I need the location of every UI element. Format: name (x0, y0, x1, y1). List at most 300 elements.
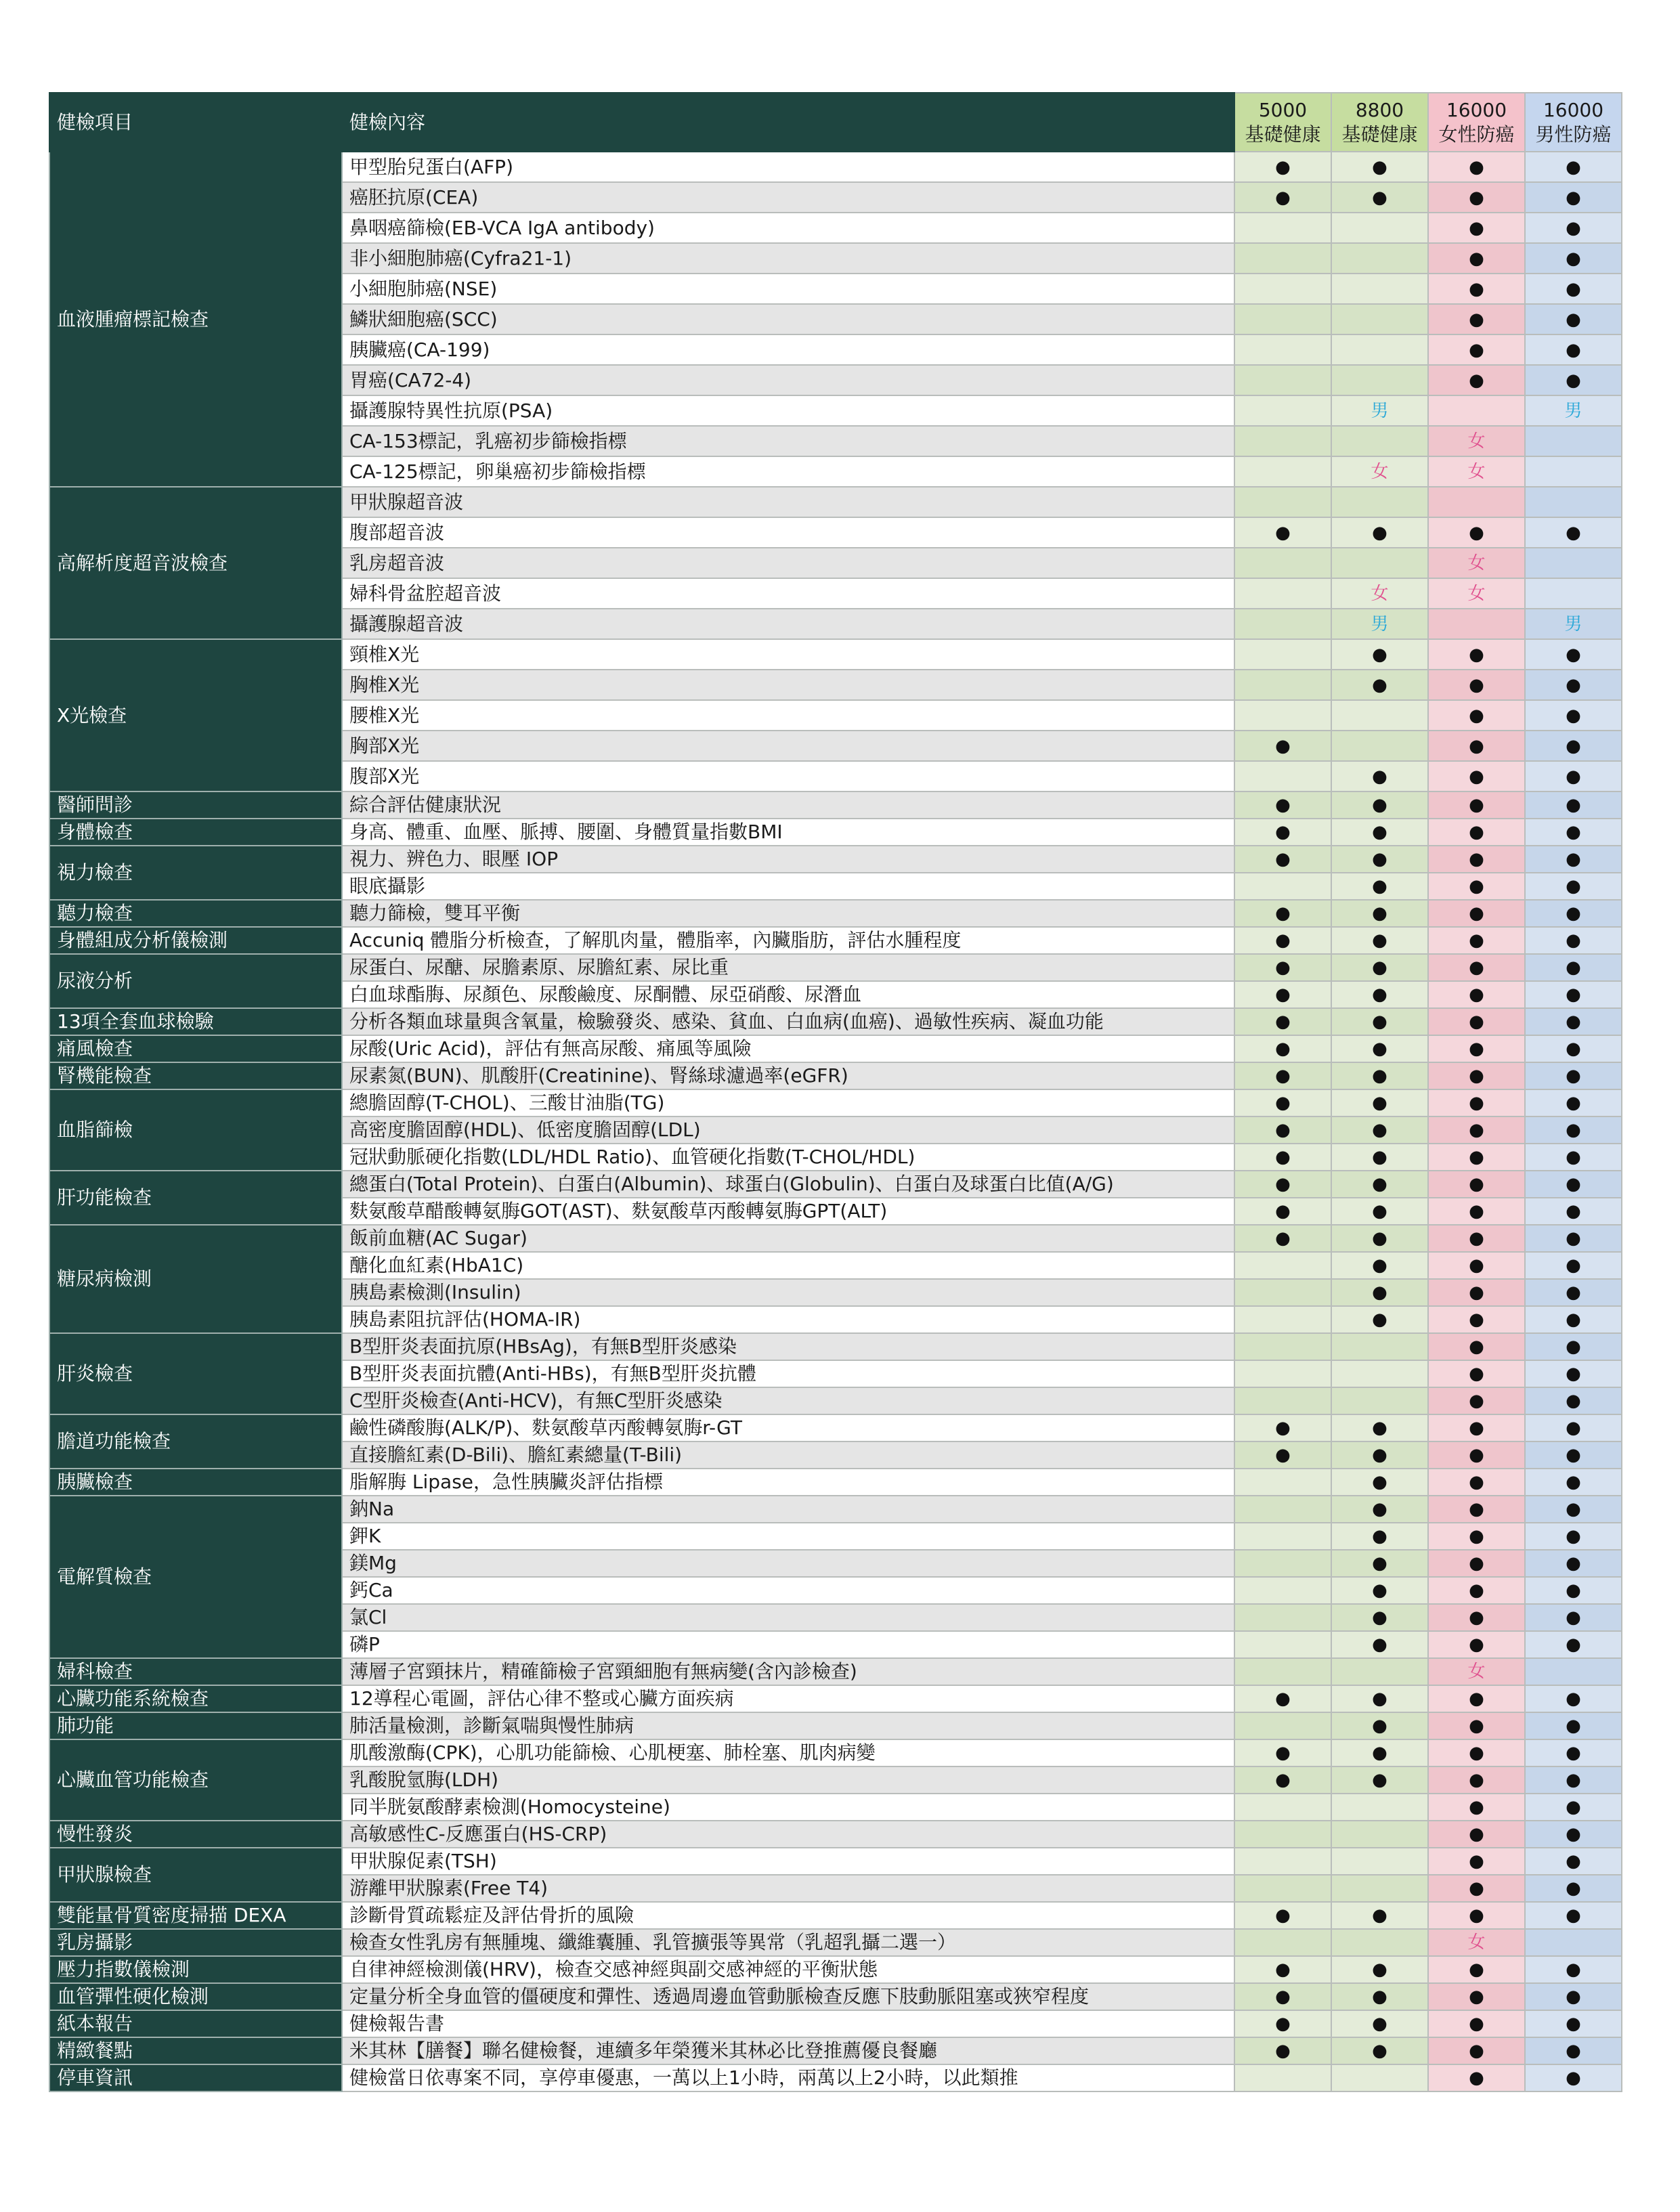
category-cell: 視力檢查 (49, 846, 342, 900)
plan-mark-cell (1331, 1821, 1428, 1848)
plan-mark-cell (1331, 365, 1428, 395)
included-dot-icon: ● (1469, 522, 1484, 543)
plan-mark-cell (1234, 1739, 1331, 1766)
included-dot-icon: ● (1372, 766, 1387, 787)
plan-mark-cell (1428, 819, 1525, 846)
plan-mark-cell (1525, 1739, 1622, 1766)
plan-mark-cell (1525, 1631, 1622, 1658)
included-dot-icon: ● (1469, 705, 1484, 726)
plan-mark-cell (1525, 846, 1622, 873)
plan-mark-cell (1331, 900, 1428, 927)
included-dot-icon: ● (1566, 735, 1581, 756)
plan-mark-cell (1525, 243, 1622, 274)
table-row (49, 1414, 1622, 1441)
table-row (49, 2064, 1622, 2091)
plan-mark-cell (1331, 1577, 1428, 1604)
table-row (49, 1469, 1622, 1496)
plan-mark-cell (1331, 1875, 1428, 1902)
included-dot-icon: ● (1566, 984, 1581, 1005)
plan-mark-cell (1234, 1279, 1331, 1306)
plan-mark-cell (1428, 304, 1525, 334)
plan-mark-cell (1331, 609, 1428, 639)
included-dot-icon: ● (1566, 1878, 1581, 1899)
included-dot-icon: ● (1566, 1580, 1581, 1601)
plan-mark-cell (1428, 1387, 1525, 1414)
included-dot-icon: ● (1566, 339, 1581, 360)
plan-mark-cell (1428, 670, 1525, 700)
plan-mark-cell (1428, 1441, 1525, 1469)
included-dot-icon: ● (1469, 1607, 1484, 1628)
included-dot-icon: ● (1469, 2041, 1484, 2061)
plan-mark-cell (1331, 456, 1428, 487)
category-cell: 腎機能檢查 (49, 1062, 342, 1089)
plan-mark-cell (1234, 819, 1331, 846)
item-cell: Accuniq 體脂分析檢查，了解肌肉量，體脂率，內臟脂肪，評估水腫程度 (342, 927, 1234, 954)
plan-mark-cell (1428, 1821, 1525, 1848)
included-dot-icon: ● (1372, 1309, 1387, 1330)
included-dot-icon: ● (1469, 795, 1484, 815)
plan-mark-cell (1428, 1523, 1525, 1550)
included-dot-icon: ● (1469, 1851, 1484, 1871)
item-cell: 健檢當日依專案不同，享停車優惠，一萬以上1小時，兩萬以上2小時，以此類推 (342, 2064, 1234, 2091)
included-dot-icon: ● (1566, 1743, 1581, 1763)
plan-mark-cell (1525, 365, 1622, 395)
plan-mark-cell (1428, 1685, 1525, 1712)
included-dot-icon: ● (1566, 1147, 1581, 1167)
included-dot-icon: ● (1566, 903, 1581, 924)
included-dot-icon: ● (1275, 1039, 1291, 1059)
included-dot-icon: ● (1372, 822, 1387, 842)
included-dot-icon: ● (1566, 1607, 1581, 1628)
included-dot-icon: ● (1566, 217, 1581, 238)
category-cell: 13項全套血球檢驗 (49, 1008, 342, 1035)
plan-mark-cell (1234, 1116, 1331, 1144)
included-dot-icon: ● (1469, 1012, 1484, 1032)
item-cell: 胸部X光 (342, 731, 1234, 761)
plan-mark-cell (1428, 981, 1525, 1008)
included-dot-icon: ● (1372, 1607, 1387, 1628)
included-dot-icon: ● (1275, 849, 1291, 869)
included-dot-icon: ● (1372, 1553, 1387, 1574)
plan-mark-cell (1331, 182, 1428, 213)
item-cell: 聽力篩檢，雙耳平衡 (342, 900, 1234, 927)
included-dot-icon: ● (1275, 1743, 1291, 1763)
included-dot-icon: ● (1469, 903, 1484, 924)
category-cell: 心臟血管功能檢查 (49, 1739, 342, 1821)
plan-mark-cell (1428, 927, 1525, 954)
category-cell: 血液腫瘤標記檢查 (49, 152, 342, 487)
plan-mark-cell (1234, 1225, 1331, 1252)
plan-mark-cell (1428, 548, 1525, 578)
plan-mark-cell (1428, 1360, 1525, 1387)
included-dot-icon: ● (1469, 822, 1484, 842)
plan-mark-cell (1428, 1875, 1525, 1902)
plan-mark-cell (1331, 1496, 1428, 1523)
plan-mark-cell (1525, 426, 1622, 456)
item-cell: 視力、辨色力、眼壓 IOP (342, 846, 1234, 873)
included-dot-icon: ● (1275, 1987, 1291, 2007)
category-cell: 婦科檢查 (49, 1658, 342, 1685)
included-dot-icon: ● (1469, 957, 1484, 978)
item-cell: 鈣Ca (342, 1577, 1234, 1604)
item-cell: 鼻咽癌篩檢(EB-VCA IgA antibody) (342, 213, 1234, 243)
item-cell: 鉀K (342, 1523, 1234, 1550)
category-cell: 血管彈性硬化檢測 (49, 1983, 342, 2010)
included-dot-icon: ● (1566, 1039, 1581, 1059)
plan-mark-cell (1331, 1333, 1428, 1360)
plan-mark-cell (1331, 1902, 1428, 1929)
table-row (49, 1902, 1622, 1929)
plan-mark-cell (1525, 981, 1622, 1008)
included-dot-icon: ● (1372, 1905, 1387, 1926)
included-dot-icon: ● (1372, 1770, 1387, 1790)
category-cell: 乳房攝影 (49, 1929, 342, 1956)
plan-mark-cell (1428, 1496, 1525, 1523)
plan-name: 基礎健康 (1341, 123, 1418, 146)
item-cell: 腹部X光 (342, 761, 1234, 791)
table-row (49, 846, 1622, 873)
plan-mark-cell (1331, 1387, 1428, 1414)
included-dot-icon: ● (1566, 1716, 1581, 1736)
included-dot-icon: ● (1372, 1959, 1387, 1980)
item-cell: 腹部超音波 (342, 517, 1234, 548)
included-dot-icon: ● (1469, 187, 1484, 208)
category-cell: 高解析度超音波檢查 (49, 487, 342, 639)
plan-mark-cell (1234, 639, 1331, 670)
included-dot-icon: ● (1566, 248, 1581, 269)
header-content: 健檢內容 (342, 93, 1234, 152)
plan-mark-cell (1525, 761, 1622, 791)
included-dot-icon: ● (1469, 370, 1484, 391)
female-only-mark: 女 (1467, 583, 1486, 604)
plan-mark-cell (1331, 2064, 1428, 2091)
plan-mark-cell (1234, 517, 1331, 548)
included-dot-icon: ● (1566, 1634, 1581, 1655)
plan-mark-cell (1331, 243, 1428, 274)
included-dot-icon: ● (1372, 1201, 1387, 1221)
plan-mark-cell (1428, 274, 1525, 304)
plan-mark-cell (1331, 873, 1428, 900)
item-cell: 高密度膽固醇(HDL)、低密度膽固醇(LDL) (342, 1116, 1234, 1144)
plan-mark-cell (1525, 1604, 1622, 1631)
included-dot-icon: ● (1566, 1905, 1581, 1926)
table-row (49, 1225, 1622, 1252)
table-header-row (49, 93, 1622, 152)
included-dot-icon: ● (1469, 984, 1484, 1005)
table-row (49, 1062, 1622, 1089)
item-cell: 綜合評估健康狀況 (342, 791, 1234, 819)
plan-mark-cell (1234, 1469, 1331, 1496)
plan-mark-cell (1428, 334, 1525, 365)
plan-mark-cell (1234, 1441, 1331, 1469)
female-only-mark: 女 (1467, 1932, 1486, 1953)
included-dot-icon: ● (1566, 644, 1581, 665)
plan-mark-cell (1428, 1712, 1525, 1739)
plan-mark-cell (1525, 791, 1622, 819)
included-dot-icon: ● (1469, 1526, 1484, 1546)
included-dot-icon: ● (1372, 1445, 1387, 1465)
included-dot-icon: ● (1566, 1066, 1581, 1086)
included-dot-icon: ● (1566, 876, 1581, 896)
plan-mark-cell (1525, 670, 1622, 700)
female-only-mark: 女 (1467, 552, 1486, 573)
plan-mark-cell (1428, 578, 1525, 609)
item-cell: 胰臟癌(CA-199) (342, 334, 1234, 365)
included-dot-icon: ● (1566, 1553, 1581, 1574)
item-cell: 尿蛋白、尿醣、尿膽素原、尿膽紅素、尿比重 (342, 954, 1234, 981)
plan-mark-cell (1428, 2037, 1525, 2064)
included-dot-icon: ● (1566, 674, 1581, 695)
plan-mark-cell (1234, 243, 1331, 274)
plan-mark-cell (1234, 213, 1331, 243)
included-dot-icon: ● (1566, 1987, 1581, 2007)
plan-mark-cell (1525, 1766, 1622, 1794)
male-only-mark: 男 (1371, 613, 1389, 634)
included-dot-icon: ● (1372, 1987, 1387, 2007)
plan-mark-cell (1525, 548, 1622, 578)
included-dot-icon: ● (1275, 1959, 1291, 1980)
item-cell: 攝護腺超音波 (342, 609, 1234, 639)
female-only-mark: 女 (1371, 583, 1389, 604)
header-plan-16000-female (1428, 93, 1525, 152)
plan-mark-cell (1331, 731, 1428, 761)
included-dot-icon: ● (1469, 1445, 1484, 1465)
plan-mark-cell (1525, 1387, 1622, 1414)
plan-mark-cell (1331, 670, 1428, 700)
category-cell: 精緻餐點 (49, 2037, 342, 2064)
plan-mark-cell (1234, 1712, 1331, 1739)
plan-mark-cell (1331, 304, 1428, 334)
included-dot-icon: ● (1372, 1743, 1387, 1763)
included-dot-icon: ● (1469, 1309, 1484, 1330)
included-dot-icon: ● (1372, 1282, 1387, 1303)
item-cell: 醣化血紅素(HbA1C) (342, 1252, 1234, 1279)
category-cell: 尿液分析 (49, 954, 342, 1008)
item-cell: 尿酸(Uric Acid)，評估有無高尿酸、痛風等風險 (342, 1035, 1234, 1062)
plan-mark-cell (1525, 2037, 1622, 2064)
plan-mark-cell (1525, 1794, 1622, 1821)
item-cell: 定量分析全身血管的僵硬度和彈性、透過周邊血管動脈檢查反應下肢動脈阻塞或狹窄程度 (342, 1983, 1234, 2010)
included-dot-icon: ● (1469, 1418, 1484, 1438)
plan-mark-cell (1234, 182, 1331, 213)
included-dot-icon: ● (1469, 1039, 1484, 1059)
plan-mark-cell (1331, 517, 1428, 548)
plan-mark-cell (1331, 1794, 1428, 1821)
item-cell: 肺活量檢測，診斷氣喘與慢性肺病 (342, 1712, 1234, 1739)
plan-mark-cell (1234, 761, 1331, 791)
included-dot-icon: ● (1372, 984, 1387, 1005)
included-dot-icon: ● (1469, 339, 1484, 360)
included-dot-icon: ● (1566, 1201, 1581, 1221)
plan-mark-cell (1525, 1821, 1622, 1848)
included-dot-icon: ● (1275, 795, 1291, 815)
plan-mark-cell (1525, 1685, 1622, 1712)
included-dot-icon: ● (1372, 1634, 1387, 1655)
plan-mark-cell (1428, 1171, 1525, 1198)
plan-mark-cell (1234, 2064, 1331, 2091)
item-cell: 胰島素阻抗評估(HOMA-IR) (342, 1306, 1234, 1333)
plan-mark-cell (1525, 487, 1622, 517)
category-cell: 痛風檢查 (49, 1035, 342, 1062)
plan-mark-cell (1331, 981, 1428, 1008)
plan-mark-cell (1234, 1956, 1331, 1983)
included-dot-icon: ● (1372, 903, 1387, 924)
plan-mark-cell (1525, 819, 1622, 846)
plan-mark-cell (1331, 1685, 1428, 1712)
item-cell: 胰島素檢測(Insulin) (342, 1279, 1234, 1306)
included-dot-icon: ● (1372, 1228, 1387, 1249)
item-cell: 分析各類血球量與含氧量，檢驗發炎、感染、貧血、白血病(血癌)、過敏性疾病、凝血功能 (342, 1008, 1234, 1035)
plan-price: 5000 (1258, 98, 1308, 121)
plan-mark-cell (1331, 1198, 1428, 1225)
included-dot-icon: ● (1372, 930, 1387, 951)
included-dot-icon: ● (1566, 705, 1581, 726)
included-dot-icon: ● (1275, 984, 1291, 1005)
included-dot-icon: ● (1566, 1689, 1581, 1709)
female-only-mark: 女 (1371, 461, 1389, 482)
included-dot-icon: ● (1372, 1093, 1387, 1113)
plan-mark-cell (1234, 1685, 1331, 1712)
plan-mark-cell (1331, 426, 1428, 456)
included-dot-icon: ● (1469, 309, 1484, 330)
plan-mark-cell (1331, 1658, 1428, 1685)
included-dot-icon: ● (1469, 1878, 1484, 1899)
included-dot-icon: ● (1469, 1743, 1484, 1763)
included-dot-icon: ● (1566, 1337, 1581, 1357)
plan-mark-cell (1428, 846, 1525, 873)
included-dot-icon: ● (1566, 1445, 1581, 1465)
item-cell: 氯Cl (342, 1604, 1234, 1631)
included-dot-icon: ● (1275, 903, 1291, 924)
table-row (49, 152, 1622, 182)
plan-mark-cell (1525, 1225, 1622, 1252)
plan-mark-cell (1428, 1225, 1525, 1252)
plan-mark-cell (1234, 900, 1331, 927)
included-dot-icon: ● (1372, 849, 1387, 869)
plan-mark-cell (1525, 700, 1622, 731)
category-cell: 肝炎檢查 (49, 1333, 342, 1414)
included-dot-icon: ● (1469, 248, 1484, 269)
included-dot-icon: ● (1372, 795, 1387, 815)
plan-mark-cell (1234, 1929, 1331, 1956)
included-dot-icon: ● (1372, 876, 1387, 896)
plan-mark-cell (1234, 846, 1331, 873)
category-cell: 身體組成分析儀檢測 (49, 927, 342, 954)
plan-mark-cell (1234, 1360, 1331, 1387)
plan-mark-cell (1428, 2064, 1525, 2091)
plan-mark-cell (1234, 1631, 1331, 1658)
table-row (49, 1496, 1622, 1523)
category-cell: 胰臟檢查 (49, 1469, 342, 1496)
item-cell: 麩氨酸草醋酸轉氨脢GOT(AST)、麩氨酸草丙酸轉氨脢GPT(ALT) (342, 1198, 1234, 1225)
included-dot-icon: ● (1275, 1147, 1291, 1167)
plan-mark-cell (1428, 639, 1525, 670)
plan-mark-cell (1331, 274, 1428, 304)
plan-mark-cell (1234, 954, 1331, 981)
included-dot-icon: ● (1566, 957, 1581, 978)
plan-mark-cell (1525, 1712, 1622, 1739)
included-dot-icon: ● (1372, 2014, 1387, 2034)
item-cell: 診斷骨質疏鬆症及評估骨折的風險 (342, 1902, 1234, 1929)
included-dot-icon: ● (1469, 1824, 1484, 1844)
item-cell: 高敏感性C-反應蛋白(HS-CRP) (342, 1821, 1234, 1848)
plan-mark-cell (1331, 1956, 1428, 1983)
included-dot-icon: ● (1469, 278, 1484, 299)
plan-mark-cell (1525, 1441, 1622, 1469)
female-only-mark: 女 (1467, 1662, 1486, 1682)
included-dot-icon: ● (1469, 735, 1484, 756)
plan-mark-cell (1428, 1604, 1525, 1631)
plan-mark-cell (1428, 395, 1525, 426)
plan-mark-cell (1525, 578, 1622, 609)
included-dot-icon: ● (1469, 1770, 1484, 1790)
female-only-mark: 女 (1467, 431, 1486, 452)
included-dot-icon: ● (1372, 1499, 1387, 1519)
item-cell: 健檢報告書 (342, 2010, 1234, 2037)
included-dot-icon: ● (1566, 522, 1581, 543)
plan-mark-cell (1234, 1550, 1331, 1577)
plan-mark-cell (1331, 1469, 1428, 1496)
plan-mark-cell (1428, 1631, 1525, 1658)
included-dot-icon: ● (1469, 1987, 1484, 2007)
plan-mark-cell (1234, 1035, 1331, 1062)
included-dot-icon: ● (1566, 1364, 1581, 1384)
included-dot-icon: ● (1566, 1499, 1581, 1519)
included-dot-icon: ● (1469, 1174, 1484, 1194)
included-dot-icon: ● (1566, 1797, 1581, 1817)
plan-mark-cell (1428, 1116, 1525, 1144)
plan-mark-cell (1331, 1739, 1428, 1766)
item-cell: 肌酸激酶(CPK)，心肌功能篩檢、心肌梗塞、肺栓塞、肌肉病變 (342, 1739, 1234, 1766)
table-row (49, 1685, 1622, 1712)
plan-mark-cell (1331, 152, 1428, 182)
item-cell: 眼底攝影 (342, 873, 1234, 900)
plan-mark-cell (1525, 639, 1622, 670)
included-dot-icon: ● (1469, 1391, 1484, 1411)
plan-mark-cell (1525, 213, 1622, 243)
included-dot-icon: ● (1566, 187, 1581, 208)
plan-mark-cell (1525, 2010, 1622, 2037)
plan-mark-cell (1331, 927, 1428, 954)
plan-mark-cell (1234, 1387, 1331, 1414)
plan-mark-cell (1331, 1225, 1428, 1252)
item-cell: 脂解脢 Lipase，急性胰臟炎評估指標 (342, 1469, 1234, 1496)
item-cell: 甲狀腺促素(TSH) (342, 1848, 1234, 1875)
plan-mark-cell (1331, 791, 1428, 819)
plan-mark-cell (1428, 873, 1525, 900)
plan-mark-cell (1331, 1116, 1428, 1144)
included-dot-icon: ● (1566, 1418, 1581, 1438)
header-plan-8800 (1331, 93, 1428, 152)
included-dot-icon: ● (1372, 1174, 1387, 1194)
included-dot-icon: ● (1469, 1959, 1484, 1980)
plan-mark-cell (1525, 1550, 1622, 1577)
included-dot-icon: ● (1469, 1905, 1484, 1926)
plan-mark-cell (1331, 1929, 1428, 1956)
plan-mark-cell (1331, 846, 1428, 873)
included-dot-icon: ● (1372, 522, 1387, 543)
plan-mark-cell (1234, 2010, 1331, 2037)
plan-mark-cell (1428, 791, 1525, 819)
plan-mark-cell (1331, 1144, 1428, 1171)
plan-mark-cell (1331, 954, 1428, 981)
header-plan-16000-male (1525, 93, 1622, 152)
included-dot-icon: ● (1275, 1770, 1291, 1790)
plan-mark-cell (1234, 791, 1331, 819)
item-cell: 磷P (342, 1631, 1234, 1658)
plan-mark-cell (1428, 1902, 1525, 1929)
plan-mark-cell (1428, 1658, 1525, 1685)
